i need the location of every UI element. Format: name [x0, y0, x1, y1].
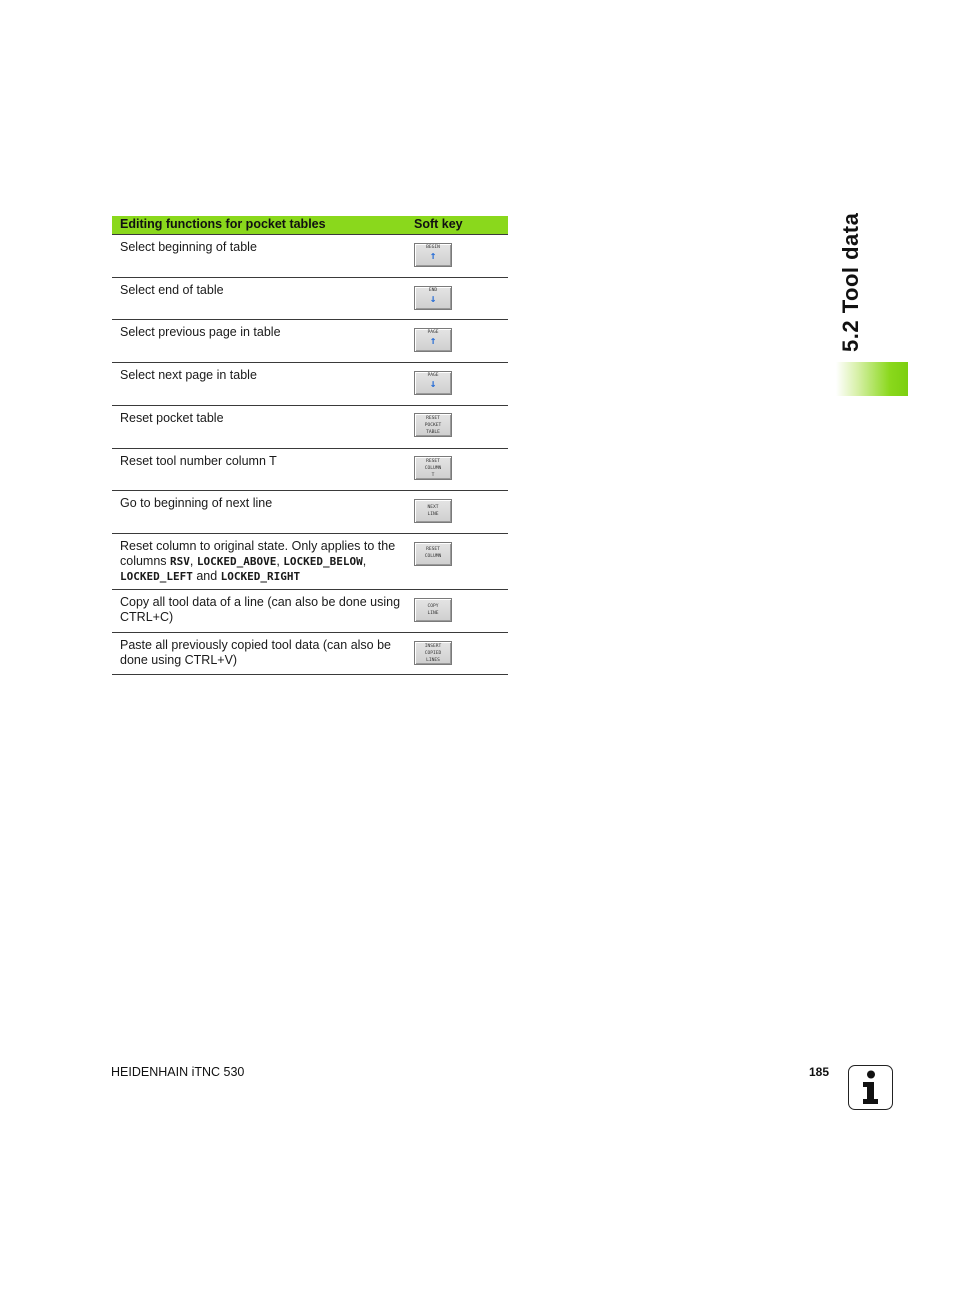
- softkey-page-up[interactable]: PAGE ↑: [414, 328, 452, 352]
- row-description: Copy all tool data of a line (can also be done using CTRL+C): [120, 595, 401, 624]
- row-description: Select beginning of table: [120, 240, 257, 254]
- softkey-begin[interactable]: BEGIN ↑: [414, 243, 452, 267]
- softkey-next-line[interactable]: NEXT LINE: [414, 499, 452, 523]
- table-row: [112, 491, 508, 534]
- arrow-down-icon: ↓: [429, 292, 437, 305]
- softkey-reset-column[interactable]: RESET COLUMN: [414, 542, 452, 566]
- softkey-page-down[interactable]: PAGE ↓: [414, 371, 452, 395]
- table-row: [112, 449, 508, 491]
- table-row: [112, 406, 508, 449]
- table-row: [112, 363, 508, 406]
- arrow-down-icon: ↓: [429, 377, 437, 390]
- row-description: Select previous page in table: [120, 325, 281, 339]
- table-row: [112, 633, 508, 675]
- table-row: [112, 534, 508, 590]
- softkey-copy-line[interactable]: COPY LINE: [414, 598, 452, 622]
- table-row: [112, 590, 508, 633]
- softkey-end[interactable]: END ↓: [414, 286, 452, 310]
- row-description: Paste all previously copied tool data (can also be done using CTRL+V): [120, 638, 391, 667]
- table-row: [112, 320, 508, 363]
- section-tab-marker: [836, 362, 908, 396]
- row-description: Select next page in table: [120, 368, 257, 382]
- softkey-insert-copied-lines[interactable]: INSERT COPIED LINES: [414, 641, 452, 665]
- header-function: Editing functions for pocket tables: [120, 217, 326, 231]
- page-number: 185: [809, 1065, 830, 1079]
- row-description: Reset pocket table: [120, 411, 224, 425]
- softkey-reset-pocket-table[interactable]: RESET POCKET TABLE: [414, 413, 452, 437]
- row-description: Select end of table: [120, 283, 224, 297]
- info-icon: [848, 1065, 893, 1110]
- pocket-table-functions: [112, 216, 508, 675]
- softkey-reset-column-t[interactable]: RESET COLUMN T: [414, 456, 452, 480]
- row-description: Reset column to original state. Only applies to the columns RSV, LOCKED_ABOVE, LOCKED_BELOW, LOCKED_LEFT and LOCKED_RIGHT: [120, 539, 396, 583]
- info-glyph: [849, 1066, 891, 1108]
- table-row: [112, 278, 508, 320]
- row-description: Go to beginning of next line: [120, 496, 273, 510]
- row-description: Reset tool number column T: [120, 454, 277, 468]
- arrow-up-icon: ↑: [429, 334, 437, 347]
- table-row: [112, 235, 508, 278]
- manual-title: HEIDENHAIN iTNC 530: [111, 1065, 245, 1079]
- header-softkey: Soft key: [414, 217, 463, 231]
- table-header: [112, 216, 508, 235]
- arrow-up-icon: ↑: [429, 249, 437, 262]
- section-title: 5.2 Tool data: [838, 212, 863, 352]
